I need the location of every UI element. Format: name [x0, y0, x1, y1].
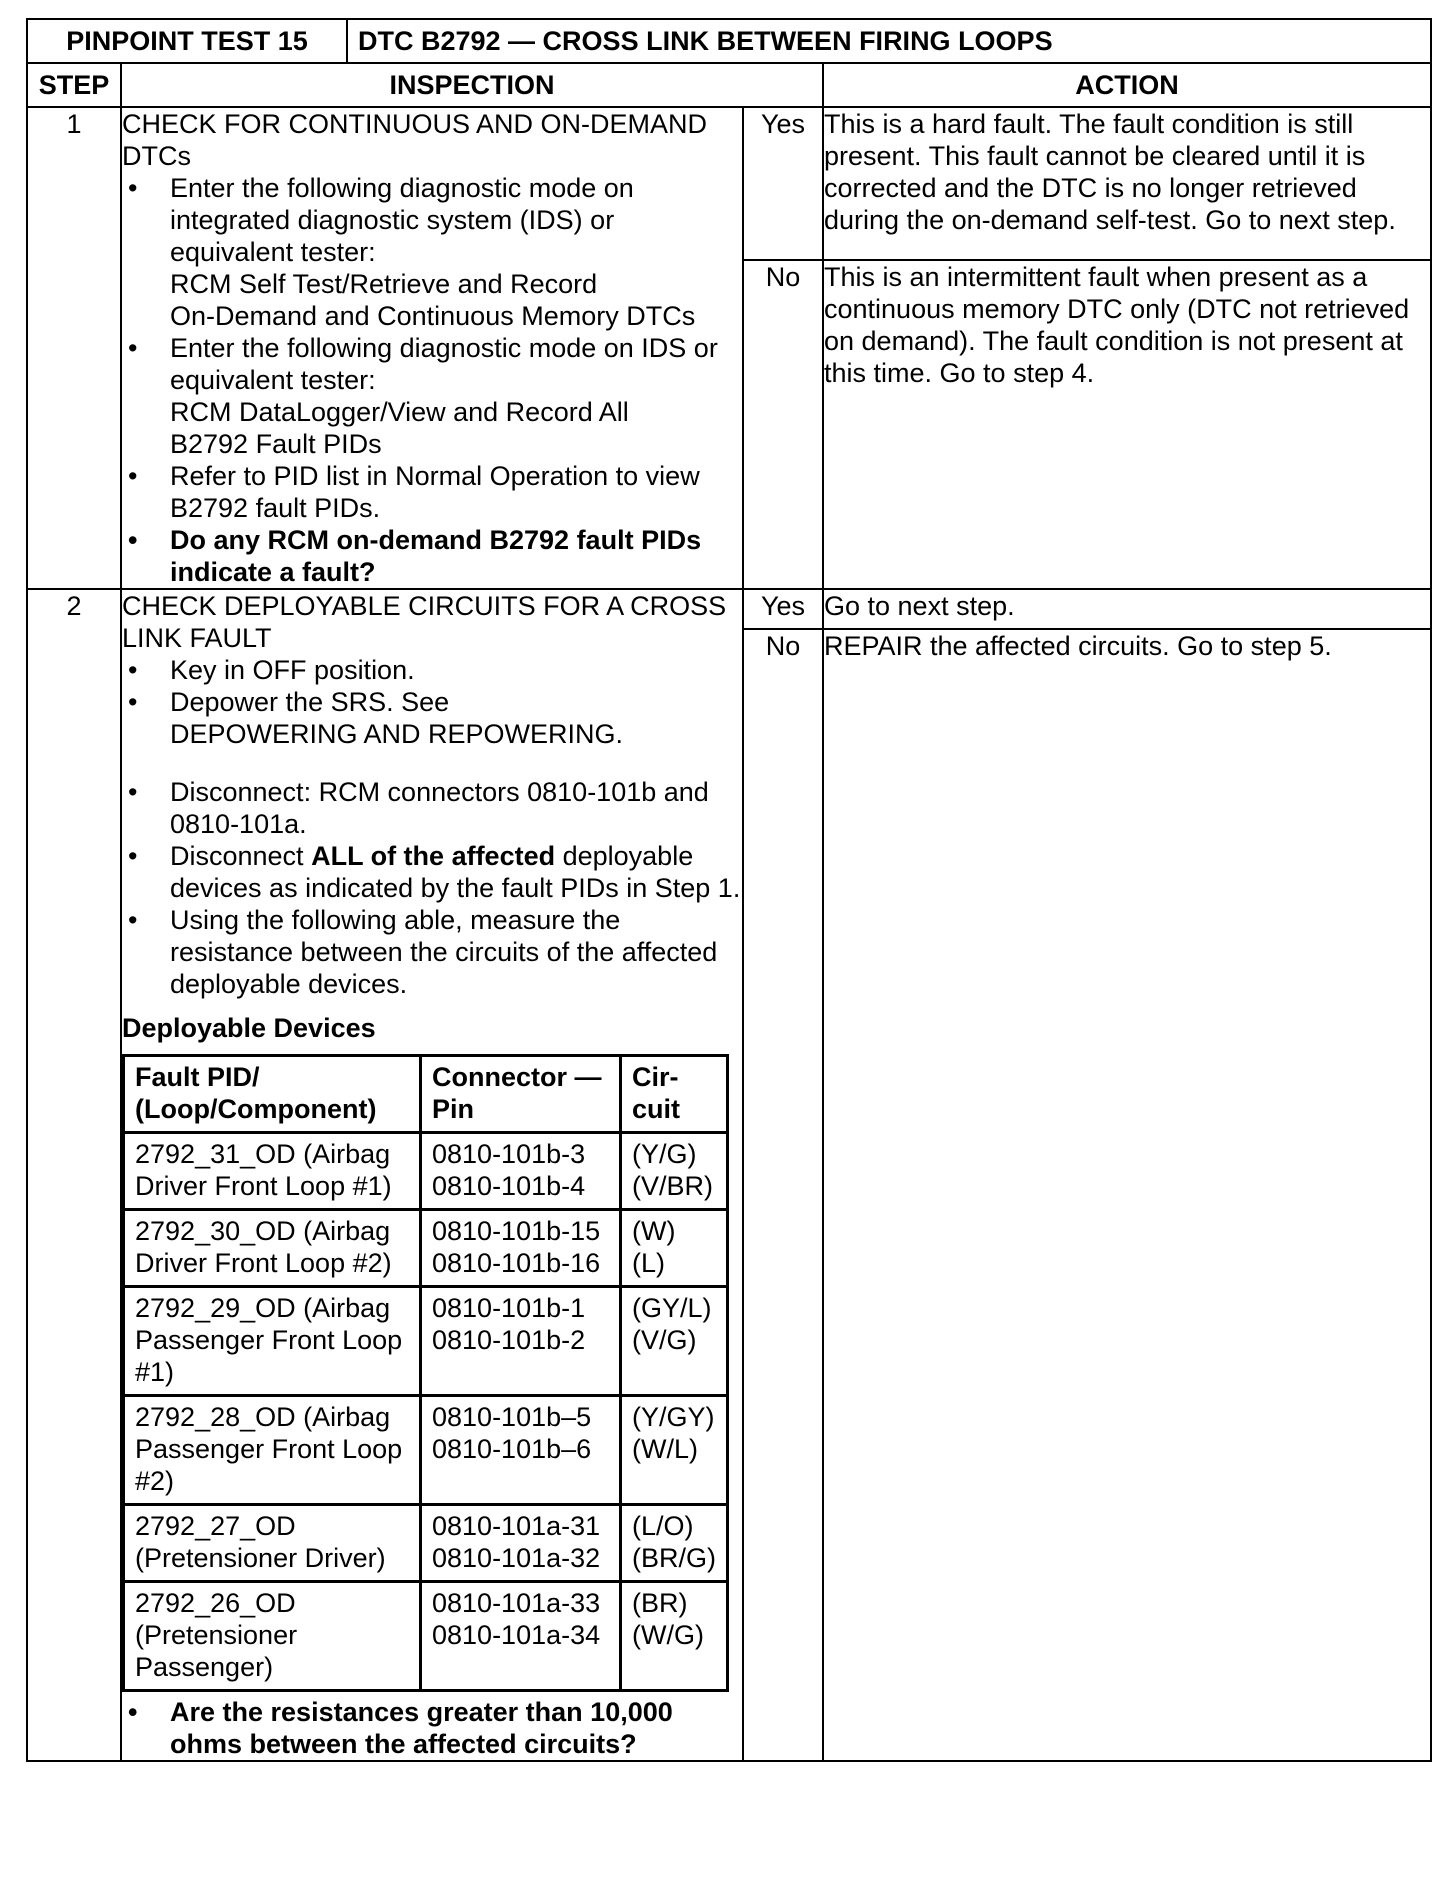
step-2-question: • Are the resistances greater than 10,000 ohms between the affected circuits? [122, 1696, 742, 1760]
col-inspection-header: INSPECTION [121, 63, 823, 107]
table-row: 2792_27_OD (Pretensioner Driver) 0810-101a-31 0810-101a-32 (L/O) (BR/G) [124, 1505, 728, 1582]
col-action-header: ACTION [823, 63, 1431, 107]
table-row: 2792_28_OD (Airbag Passenger Front Loop #2) 0810-101b–5 0810-101b–6 (Y/GY) (W/L) [124, 1396, 728, 1505]
step-2-number: 2 [27, 589, 121, 1761]
table-row: 2792_31_OD (Airbag Driver Front Loop #1) 0810-101b-3 0810-101b-4 (Y/G) (V/BR) [124, 1133, 728, 1210]
step-2-no-label: No [743, 629, 823, 1761]
table-row: 2792_29_OD (Airbag Passenger Front Loop #1) 0810-101b-1 0810-101b-2 (GY/L) (V/G) [124, 1287, 728, 1396]
step-1-yes-label: Yes [743, 107, 823, 260]
dev-header-pid: Fault PID/ (Loop/Component) [124, 1056, 421, 1133]
step-1-number: 1 [27, 107, 121, 589]
step-2-bullet-3: • Disconnect: RCM connectors 0810-101b and 0810-101a. [122, 776, 742, 840]
dev-header-connector: Connector — Pin [421, 1056, 621, 1133]
step-2-yes-action: Go to next step. [823, 589, 1431, 629]
step-2-bullet-1: • Key in OFF position. [122, 654, 742, 686]
deployable-devices-title: Deployable Devices [122, 1013, 376, 1043]
step-1-question: • Do any RCM on-demand B2792 fault PIDs indicate a fault? [122, 524, 742, 588]
table-row: 2792_26_OD (Pretensioner Passenger) 0810-101a-33 0810-101a-34 (BR) (W/G) [124, 1582, 728, 1691]
deployable-devices-table [122, 1054, 729, 1692]
step-1-bullet-3: • Refer to PID list in Normal Operation to view B2792 fault PIDs. [122, 460, 742, 524]
step-1-yes-action: This is a hard fault. The fault condition is still present. This fault cannot be cleared until it is corrected and the DTC is no longer retrieved during the on-demand self-test. Go to next step. [823, 107, 1431, 260]
step-2-no-action: REPAIR the affected circuits. Go to step 5. [823, 629, 1431, 1761]
step-2-bullet-2: • Depower the SRS. See DEPOWERING AND REPOWERING. [122, 686, 742, 750]
step-1-bullet-2: • Enter the following diagnostic mode on IDS or equivalent tester: RCM DataLogger/View and Record All B2792 Fault PIDs [122, 332, 742, 460]
step-2-yes-label: Yes [743, 589, 823, 629]
step-2-heading: CHECK DEPLOYABLE CIRCUITS FOR A CROSS LINK FAULT [122, 591, 727, 653]
step-1-bullet-1: • Enter the following diagnostic mode on integrated diagnostic system (IDS) or equivalent tester: RCM Self Test/Retrieve and Record On-Demand and Continuous Memory DTCs [122, 172, 742, 332]
table-row: 2792_30_OD (Airbag Driver Front Loop #2) 0810-101b-15 0810-101b-16 (W) (L) [124, 1210, 728, 1287]
step-2-bullet-4: • Disconnect ALL of the affected deployable devices as indicated by the fault PIDs in Step 1. [122, 840, 742, 904]
step-2-bullet-5: • Using the following able, measure the resistance between the circuits of the affected deployable devices. [122, 904, 742, 1000]
step-1-no-action: This is an intermittent fault when present as a continuous memory DTC only (DTC not retrieved on demand). The fault condition is not present at this time. Go to step 4. [823, 260, 1431, 589]
test-label: PINPOINT TEST 15 [27, 19, 347, 63]
pinpoint-test-table [26, 18, 1432, 1762]
dev-header-circuit: Cir- cuit [621, 1056, 728, 1133]
col-step-header: STEP [27, 63, 121, 107]
step-1-inspection [121, 107, 743, 589]
step-1-heading: CHECK FOR CONTINUOUS AND ON-DEMAND DTCs [122, 109, 708, 171]
test-title: DTC B2792 — CROSS LINK BETWEEN FIRING LOOPS [347, 19, 1431, 63]
step-2-inspection [121, 589, 743, 1761]
step-1-no-label: No [743, 260, 823, 589]
